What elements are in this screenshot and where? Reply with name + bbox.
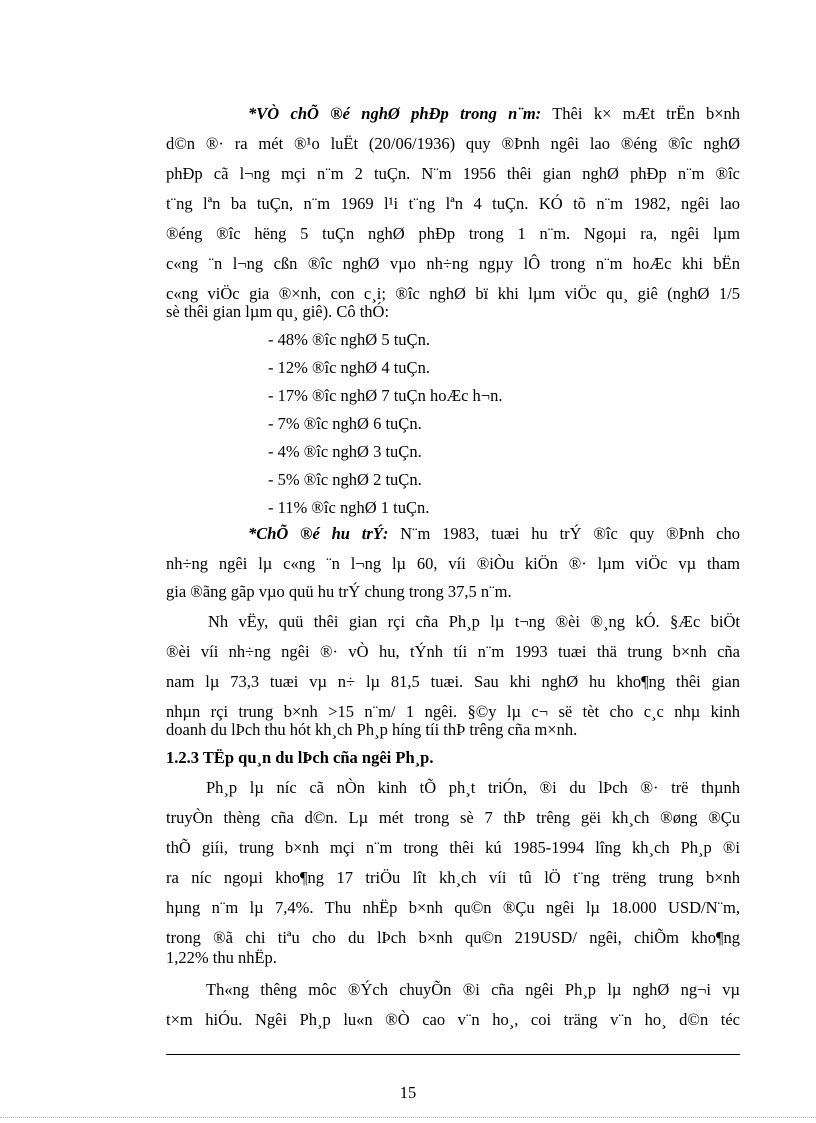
habits-paragraph-line: hµng n¨m lµ 7,4%. Thu nhËp b×nh qu©n ®Çu ngêi lµ 18.000 USD/N¨m, [166,898,740,917]
purpose-paragraph-line: t×m hiÓu. Ngêi Ph¸p lu«n ®Ò cao v¨n ho¸, coi träng v¨n ho¸ d©n téc [166,1010,740,1029]
vacation-paragraph-line: d©n ®· ra mét ®¹o luËt (20/06/1936) quy ®Þnh ngêi lao ®éng ®îc nghØ [166,134,740,153]
breakdown-item: - 11% ®îc nghØ 1 tuÇn. [268,498,430,517]
leisure-paragraph-line: doanh du lÞch thu hót kh¸ch Ph¸p híng tíi thÞ trêng cña m×nh. [166,720,578,739]
vacation-paragraph-line: t¨ng lªn ba tuÇn, n¨m 1969 l¹i t¨ng lªn 4 tuÇn. KÓ tõ n¨m 1982, ngêi lao [166,194,740,213]
breakdown-item: - 48% ®îc nghØ 5 tuÇn. [268,330,430,349]
habits-paragraph-line: trong ®ã chi tiªu cho du lÞch b×nh qu©n 219USD/ ngêi, chiÕm kho¶ng [166,928,740,947]
vacation-paragraph-line: c«ng ¨n l¬ng cßn ®îc nghØ vµo nh÷ng ngµy lÔ trong n¨m hoÆc khi bËn [166,254,740,273]
leisure-paragraph-line: nam lµ 73,3 tuæi vµ n÷ lµ 81,5 tuæi. Sau khi nghØ hu kho¶ng thêi gian [166,672,740,691]
habits-paragraph-line: truyÒn thèng cña d©n. Lµ mét trong sè 7 thÞ trêng gëi kh¸ch ®øng ®Çu [166,808,740,827]
page-number: 15 [399,1083,417,1102]
section-heading: 1.2.3 TËp qu¸n du lÞch cña ngêi Ph¸p. [166,748,434,767]
leisure-paragraph-line: Nh vËy, quü thêi gian rçi cña Ph¸p lµ t¬ng ®èi ®¸ng kÓ. §Æc biÖt [208,612,740,631]
breakdown-item: - 17% ®îc nghØ 7 tuÇn hoÆc h¬n. [268,386,503,405]
retirement-paragraph-line: *ChÕ ®é hu trÝ: N¨m 1983, tuæi hu trÝ ®îc quy ®Þnh cho [248,524,740,543]
vacation-paragraph-line: phÐp cã l¬ng mçi n¨m 2 tuÇn. N¨m 1956 thêi gian nghØ phÐp n¨m ®îc [166,164,740,183]
habits-paragraph-line: Ph¸p lµ níc cã nÒn kinh tÕ ph¸t triÓn, ®i du lÞch ®· trë thµnh [206,778,740,797]
breakdown-item: - 12% ®îc nghØ 4 tuÇn. [268,358,430,377]
breakdown-item: - 4% ®îc nghØ 3 tuÇn. [268,442,422,461]
breakdown-item: - 7% ®îc nghØ 6 tuÇn. [268,414,422,433]
retirement-paragraph-line: nh÷ng ngêi lµ c«ng ¨n l¬ng lµ 60, víi ®iÒu kiÖn ®· lµm viÖc vµ tham [166,554,740,573]
vacation-paragraph-line: ®éng ®îc hëng 5 tuÇn nghØ phÐp trong 1 n¨m. Ngoµi ra, ngêi lµm [166,224,740,243]
purpose-paragraph-line: Th«ng thêng môc ®Ých chuyÕn ®i cña ngêi Ph¸p lµ nghØ ng¬i vµ [206,980,740,999]
vacation-paragraph-line: c«ng viÖc gia ®×nh, con c¸i; ®îc nghØ bï khi lµm viÖc qu¸ giê (nghØ 1/5 [166,284,740,303]
leisure-paragraph-line: nhµn rçi trung b×nh >15 n¨m/ 1 ngêi. §©y lµ c¬ së tèt cho c¸c nhµ kinh [166,702,740,721]
footer-rule [166,1054,740,1055]
habits-paragraph-line: thÕ giíi, trung b×nh mçi n¨m trong thêi kú 1985-1994 lîng kh¸ch Ph¸p ®i [166,838,740,857]
retirement-lead: *ChÕ ®é hu trÝ: [248,524,389,543]
page-bottom-border [0,1117,816,1118]
habits-paragraph-line: ra níc ngoµi kho¶ng 17 triÖu lît kh¸ch víi tû lÖ t¨ng trëng trung b×nh [166,868,740,887]
breakdown-item: - 5% ®îc nghØ 2 tuÇn. [268,470,422,489]
habits-paragraph-line: 1,22% thu nhËp. [166,948,277,967]
retirement-paragraph-line: gia ®ãng gãp vµo quü hu trÝ chung trong 37,5 n¨m. [166,582,512,601]
vacation-lead: *VÒ chÕ ®é nghØ phÐp trong n¨m: [248,104,542,123]
vacation-paragraph-line: sè thêi gian lµm qu¸ giê). Cô thÓ: [166,302,390,321]
leisure-paragraph-line: ®èi víi nh÷ng ngêi ®· vÒ hu, tÝnh tíi n¨m 1993 tuæi thä trung b×nh cña [166,642,740,661]
vacation-paragraph-line: *VÒ chÕ ®é nghØ phÐp trong n¨m: Thêi k× mÆt trËn b×nh [248,104,741,123]
